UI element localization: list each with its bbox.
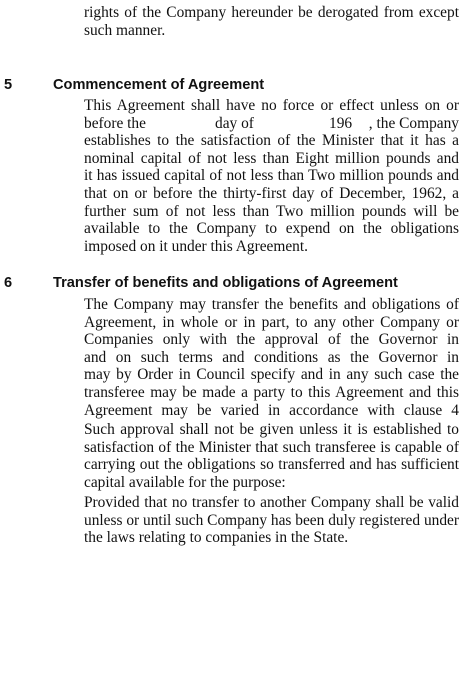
paragraph-line: satisfaction of the Minister that such transferee is capable of bbox=[84, 438, 459, 456]
paragraph-line: Agreement may be varied in accordance with clause 4 bbox=[84, 401, 459, 419]
paragraph-line: Such approval shall not be given unless it is established to bbox=[84, 421, 459, 438]
paragraph-line: establishes to the satisfaction of the Minister that it has a bbox=[84, 132, 459, 150]
paragraph-line: This Agreement shall have no force or effect unless on or bbox=[84, 97, 459, 114]
paragraph-line: capital available for the purpose: bbox=[84, 473, 286, 491]
intro-paragraph bbox=[84, 4, 459, 39]
paragraph-line: Agreement, in whole or in part, to any other Company or bbox=[84, 313, 459, 331]
section-title: Transfer of benefits and obligations of Agreement bbox=[53, 275, 398, 291]
section-title: Commencement of Agreement bbox=[53, 77, 265, 93]
paragraph-line-blanks bbox=[84, 115, 459, 133]
section-number: 5 bbox=[4, 77, 13, 93]
blank-day: day of bbox=[215, 114, 254, 132]
section-heading-6 bbox=[0, 274, 465, 294]
paragraph-line: unless or until such Company has been duly registered under bbox=[84, 511, 459, 529]
section-number: 6 bbox=[4, 275, 13, 291]
paragraph-line: Companies only with the approval of the Governor in bbox=[84, 331, 459, 349]
section-heading-5 bbox=[0, 76, 465, 96]
blank-before: before the bbox=[84, 114, 146, 132]
section-6-paragraph-3 bbox=[84, 494, 459, 547]
paragraph-line: further sum of not less than Two million pounds will be bbox=[84, 202, 459, 220]
blank-year: 196 bbox=[329, 114, 353, 132]
paragraph-line: available to the Company to expend on the obligations bbox=[84, 220, 459, 238]
paragraph-line: transferee may be made a party to this Agreement and this bbox=[84, 383, 459, 401]
paragraph-line: Provided that no transfer to another Company shall be valid bbox=[84, 494, 459, 511]
blank-company: , the Company bbox=[368, 114, 459, 132]
paragraph-line: it has issued capital of not less than Two million pounds and bbox=[84, 167, 459, 185]
intro-line: such manner. bbox=[84, 21, 166, 39]
paragraph-line: the laws relating to companies in the State. bbox=[84, 529, 349, 547]
section-5-paragraph bbox=[84, 97, 459, 255]
section-6-paragraph-1 bbox=[84, 296, 459, 419]
paragraph-line: imposed on it under this Agreement. bbox=[84, 237, 308, 255]
paragraph-line: that on or before the thirty-first day of December, 1962, a bbox=[84, 184, 459, 202]
intro-line: rights of the Company hereunder be derogated from except bbox=[84, 4, 459, 21]
paragraph-line: nominal capital of not less than Eight million pounds and bbox=[84, 149, 459, 167]
paragraph-line: and on such terms and conditions as the Governor in bbox=[84, 348, 459, 366]
section-6-paragraph-2 bbox=[84, 421, 459, 491]
paragraph-line: The Company may transfer the benefits and obligations of bbox=[84, 296, 459, 313]
paragraph-line: may by Order in Council specify and in any such case the bbox=[84, 366, 459, 384]
paragraph-line: carrying out the obligations so transferred and has sufficient bbox=[84, 456, 459, 474]
